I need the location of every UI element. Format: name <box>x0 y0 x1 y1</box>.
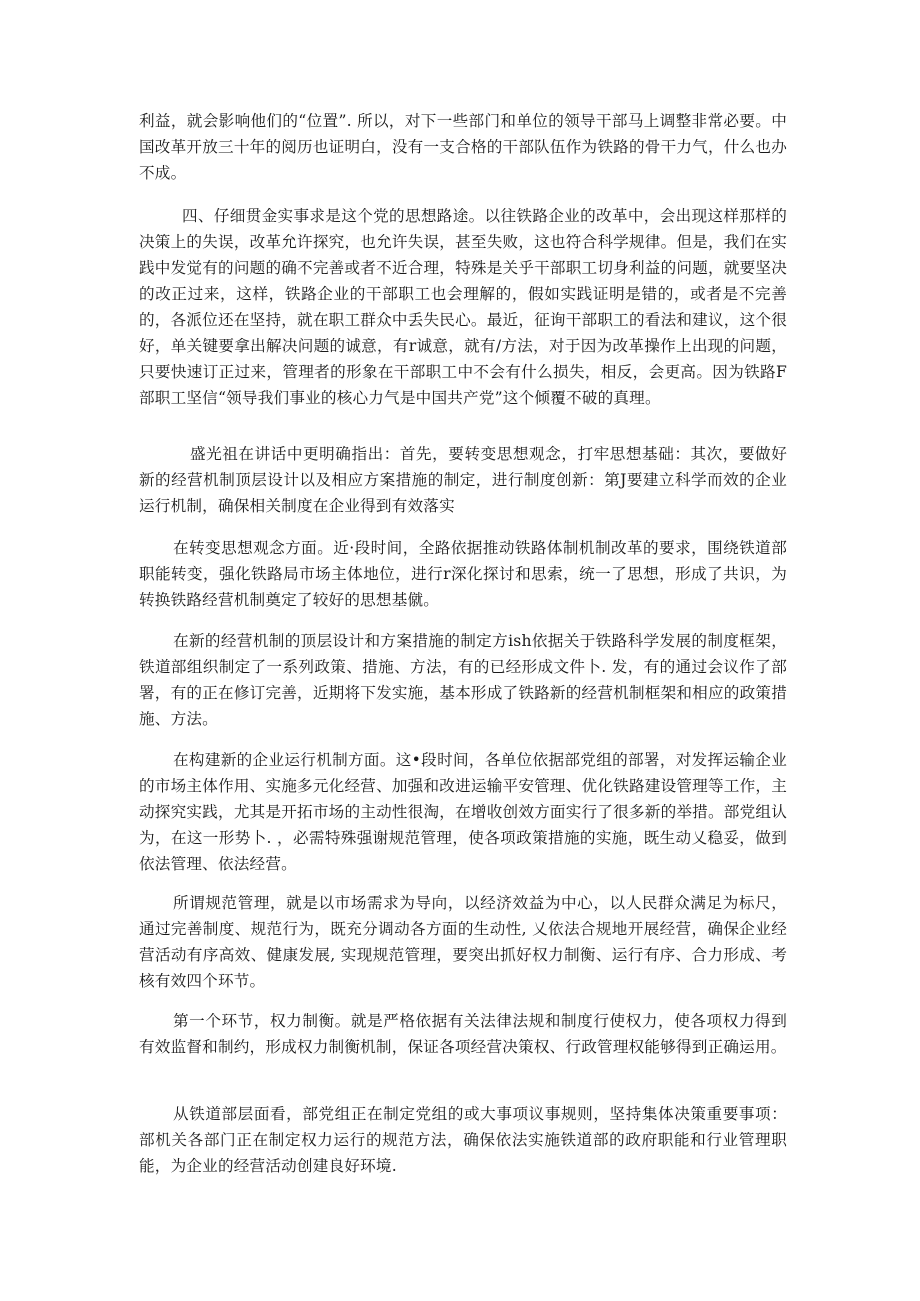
paragraph-6: 在构建新的企业运行机制方面。这•段时间，各单位依据部党组的部署，对发挥运输企业的市场主体作用、实施多元化经营、加强和改进运输平安管理、优化铁路建设管理等工作，主动探究实践，尤其是开拓市场的主动性很淘，在增收创效方面实行了很多新的举措。部党组认为，在这一形势卜. ，必需特殊强谢规范管理，使各项政策措施的实施，既生动乂稳妥，做到依法管理、依法经营。 <box>139 751 787 873</box>
paragraph-4: 在转变思想观念方面。近·段时间，全路依据推动铁路体制机制改革的要求，围绕铁道部职能转变，强化铁路局市场主体地位，进行r深化探讨和思索，统一了思想，形成了共识，为转换铁路经营机制奠定了较好的思想基僦。 <box>139 539 787 609</box>
paragraph-7: 所谓规范管理，就是以市场需求为导向，以经济效益为中心，以人民群众满足为标尺，通过完善制度、规范行为，既充分调动各方面的生动性, 乂依法合规地开展经营，确保企业经营活动有序高效、健康发展, 实现规范管理，要突出抓好权力制衡、运行有序、合力形成、考核有效四个环节。 <box>139 894 787 990</box>
paragraph-3: 盛光祖在讲话中更明确指出：首先，要转变思想观念，打牢思想基础：其次，要做好新的经营机制顶层设计以及相应方案措施的制定，进行制度创新：第J要建立科学而效的企业运行机制，确保相关制度在企业得到有效落实 <box>139 445 787 515</box>
paragraph-1: 利益，就会影响他们的“位置”. 所以，对下一些部门和单位的领导干部马上调整非常必要。中国改革开放三十年的阅历也证明白，没有一支合格的干部队伍作为铁路的骨干力气，什么也办不成。 <box>139 112 787 182</box>
paragraph-2: 四、仔细贯金实事求是这个党的思想路途。以往铁路企业的改革中，会出现这样那样的决策上的失误，改革允许探究，也允许失误，甚至失败，这也符合科学规律。但是，我们在实践中发觉有的问题的确不完善或者不近合理，特殊是关乎干部职工切身利益的问题，就要坚决的改正过来，这样，铁路企业的干部职工也会理解的，假如实践证明是错的，或者是不完善的，各派位还在坚持，就在职工群众中丢失民心。最近，征询干部职工的看法和建议，这个很好，单关键要拿出解决问题的诚意，有r诚意，就有/方法，对于因为改革操作上出现的问题，只要快速订正过来，管理者的形象在干部职工中不会有什么损失，相反，会更高。因为铁路F部职工坚信“领导我们事业的核心力气是中国共产党”这个倾覆不破的真理。 <box>139 207 787 407</box>
paragraph-5: 在新的经营机制的顶层设计和方案措施的制定方ish依据关于铁路科学发展的制度框架，铁道部组织制定了一系列政策、措施、方法，有的已经形成文件卜. 发，有的通过会议作了部署，有的正在修订完善，近期将下发实施，基本形成了铁路新的经营机制框架和相应的政策措施、方法。 <box>139 632 787 728</box>
paragraph-9: 从铁道部层面看，部党组正在制定党组的或大事项议事规则，坚持集体决策重要事项：部机关各部门正在制定权力运行的规范方法，确保依法实施铁道部的政府职能和行业管理职能，为企业的经营活动创建良好环境. <box>139 1105 787 1175</box>
paragraph-8: 第一个环节，权力制衡。就是严格依据有关法律法规和制度行使权力，使各项权力得到有效监督和制约，形成权力制衡机制，保证各项经营决策权、行政管理权能够得到正确运用。 <box>139 1012 787 1056</box>
